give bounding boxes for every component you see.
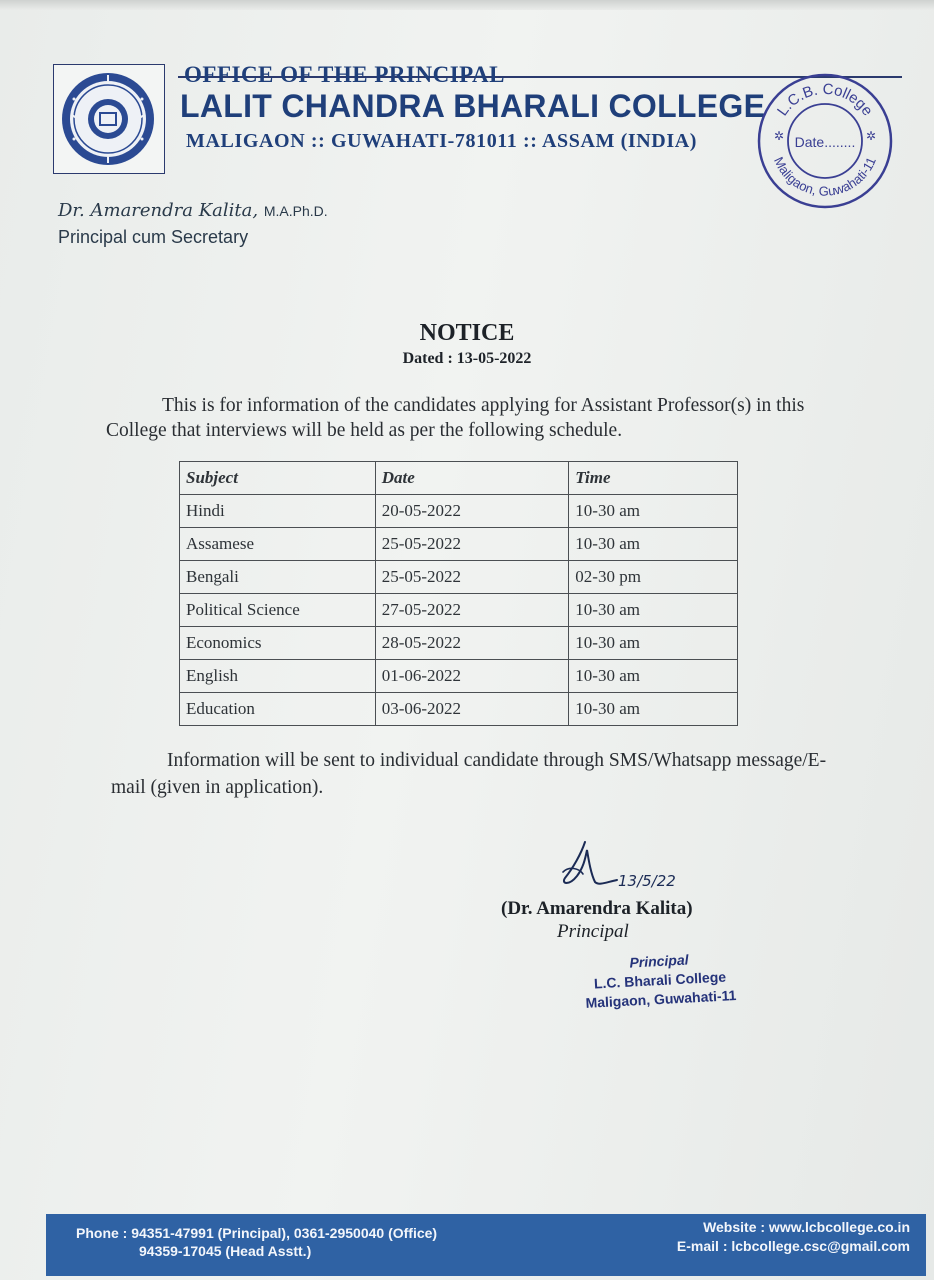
seal-line: Maligaon, Guwahati-11 xyxy=(585,987,737,1011)
date-cell: 25-05-2022 xyxy=(375,561,569,594)
signature-mark xyxy=(555,838,625,893)
notice-date: Dated : 13-05-2022 xyxy=(402,350,532,367)
office-heading: OFFICE OF THE PRINCIPAL xyxy=(184,62,505,87)
footer-email[interactable]: E-mail : lcbcollege.csc@gmail.com xyxy=(676,1238,910,1254)
stamp-star-icon: ✲ xyxy=(866,129,877,143)
notice-title: NOTICE xyxy=(419,320,515,346)
date-cell: 27-05-2022 xyxy=(375,594,569,627)
time-cell: 10-30 am xyxy=(569,594,738,627)
footer-phone-line: Phone : 94351-47991 (Principal), 0361-2950040 (Office) xyxy=(76,1225,438,1241)
seal-line: L.C. Bharali College xyxy=(593,968,727,992)
stamp-date-text: Date........ xyxy=(794,134,856,150)
time-cell: 10-30 am xyxy=(569,528,738,561)
page-edge xyxy=(0,0,934,10)
date-cell: 01-06-2022 xyxy=(375,660,569,693)
subject-cell: English xyxy=(180,660,376,693)
header-time: Time xyxy=(569,462,738,495)
principal-seal xyxy=(569,947,752,1013)
time-cell: 10-30 am xyxy=(569,627,738,660)
subject-cell: Economics xyxy=(180,627,376,660)
subject-cell: Assamese xyxy=(180,528,376,561)
header-date: Date xyxy=(375,462,569,495)
seal-line: Principal xyxy=(629,951,689,971)
signature-date: 13/5/22 xyxy=(618,872,676,890)
college-logo xyxy=(53,64,165,174)
contact-footer xyxy=(46,1214,926,1276)
time-cell: 10-30 am xyxy=(569,495,738,528)
principal-name: Dr. Amarendra Kalita, xyxy=(58,200,259,221)
table-header-row xyxy=(180,462,738,495)
date-cell: 20-05-2022 xyxy=(375,495,569,528)
time-cell: 10-30 am xyxy=(569,693,738,726)
subject-cell: Political Science xyxy=(180,594,376,627)
subject-cell: Bengali xyxy=(180,561,376,594)
notice-intro: This is for information of the candidates applying for Assistant Professor(s) in this College that interviews will be held as per the following schedule. xyxy=(106,395,805,441)
date-cell: 25-05-2022 xyxy=(375,528,569,561)
college-name: LALIT CHANDRA BHARALI COLLEGE xyxy=(180,88,766,124)
signatory-title: Principal xyxy=(557,921,629,942)
footer-phone-line: 94359-17045 (Head Asstt.) xyxy=(139,1243,312,1259)
signatory-name: (Dr. Amarendra Kalita) xyxy=(501,898,693,919)
principal-name-line xyxy=(58,200,328,221)
date-cell: 03-06-2022 xyxy=(375,693,569,726)
date-cell: 28-05-2022 xyxy=(375,627,569,660)
principal-degrees: M.A.Ph.D. xyxy=(263,203,328,219)
svg-text:Maligaon, Guwahati-11 xyxy=(771,155,879,199)
subject-cell: Hindi xyxy=(180,495,376,528)
table-row xyxy=(180,660,738,693)
stamp-top-text: L.C.B. College xyxy=(773,80,877,120)
table-row xyxy=(180,693,738,726)
footer-online xyxy=(677,1218,910,1256)
interview-schedule-table xyxy=(179,461,738,726)
footer-website[interactable]: Website : www.lcbcollege.co.in xyxy=(703,1219,910,1235)
college-address: MALIGAON :: GUWAHATI-781011 :: ASSAM (INDIA) xyxy=(186,130,698,152)
table-row xyxy=(180,561,738,594)
stamp-bottom-text: Maligaon, Guwahati-11 xyxy=(771,154,879,199)
subject-cell: Education xyxy=(180,693,376,726)
time-cell: 10-30 am xyxy=(569,660,738,693)
stamp-star-icon: ✲ xyxy=(774,129,785,143)
table-row xyxy=(180,528,738,561)
table-row xyxy=(180,495,738,528)
date-stamp xyxy=(754,70,896,212)
footer-phones xyxy=(76,1224,437,1260)
table-row xyxy=(180,627,738,660)
principal-role: Principal cum Secretary xyxy=(58,227,249,247)
table-row xyxy=(180,594,738,627)
college-emblem-icon xyxy=(58,69,159,169)
time-cell: 02-30 pm xyxy=(569,561,738,594)
notice-info: Information will be sent to individual candidate through SMS/Whatsapp message/E-mail (given in application). xyxy=(111,750,827,798)
header-subject: Subject xyxy=(180,462,376,495)
